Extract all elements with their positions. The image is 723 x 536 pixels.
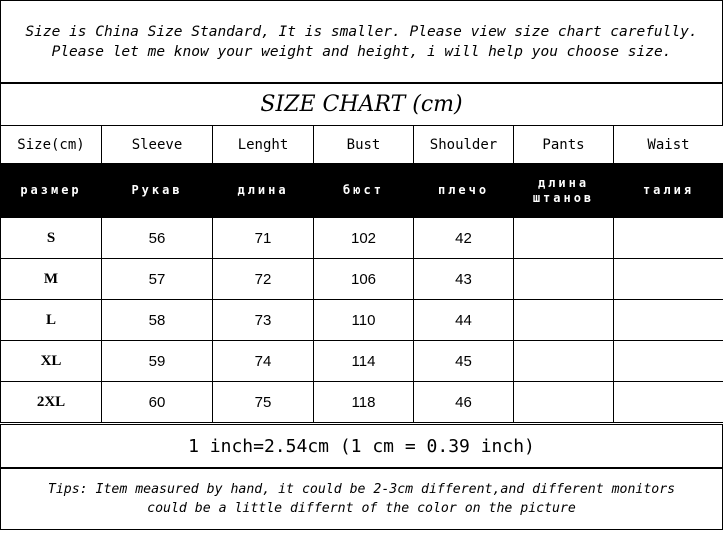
header-length: Lenght [213,126,314,164]
cell-pants [514,300,614,341]
table-row [1,382,723,423]
cell-pants [514,259,614,300]
cell-waist [614,259,723,300]
cell-shoulder: 44 [414,300,514,341]
unit-conversion: 1 inch=2.54cm (1 cm = 0.39 inch) [0,424,723,468]
table-row [1,218,723,259]
cell-bust: 118 [314,382,414,423]
cell-bust: 102 [314,218,414,259]
cell-size: L [1,300,102,341]
cell-sleeve: 57 [102,259,213,300]
header-row-english [1,126,723,164]
cell-length: 75 [213,382,314,423]
size-table [0,125,723,423]
cell-length: 71 [213,218,314,259]
cell-length: 72 [213,259,314,300]
header-shoulder: Shoulder [414,126,514,164]
cell-waist [614,341,723,382]
header-row-russian [1,164,723,218]
header-ru-pants: длина штанов [514,164,614,218]
tips-line-2: could be a little differnt of the color on the picture [147,501,576,516]
cell-length: 74 [213,341,314,382]
header-ru-shoulder: плечо [414,164,514,218]
cell-bust: 114 [314,341,414,382]
cell-shoulder: 42 [414,218,514,259]
table-row [1,300,723,341]
cell-shoulder: 45 [414,341,514,382]
header-pants: Pants [514,126,614,164]
header-size: Size(cm) [1,126,102,164]
measurement-tips [0,468,723,530]
header-ru-waist: талия [614,164,723,218]
tips-line-1: Tips: Item measured by hand, it could be 2-3cm different,and different monitors [47,482,676,497]
notice-line-1: Size is China Size Standard, It is smaller. Please view size chart carefully. [25,23,698,40]
cell-size: XL [1,341,102,382]
table-row [1,341,723,382]
chart-title: SIZE CHART (cm) [0,83,723,126]
cell-waist [614,218,723,259]
notice-line-2: Please let me know your weight and height, i will help you choose size. [51,43,672,60]
cell-waist [614,300,723,341]
cell-sleeve: 60 [102,382,213,423]
cell-pants [514,341,614,382]
cell-length: 73 [213,300,314,341]
cell-sleeve: 59 [102,341,213,382]
cell-waist [614,382,723,423]
header-ru-size: размер [1,164,102,218]
header-waist: Waist [614,126,723,164]
cell-bust: 106 [314,259,414,300]
size-notice [0,0,723,83]
cell-size: S [1,218,102,259]
cell-sleeve: 56 [102,218,213,259]
header-bust: Bust [314,126,414,164]
cell-shoulder: 46 [414,382,514,423]
cell-sleeve: 58 [102,300,213,341]
cell-pants [514,382,614,423]
header-ru-bust: бюст [314,164,414,218]
header-ru-length: длина [213,164,314,218]
table-row [1,259,723,300]
cell-bust: 110 [314,300,414,341]
cell-pants [514,218,614,259]
header-sleeve: Sleeve [102,126,213,164]
cell-size: 2XL [1,382,102,423]
cell-shoulder: 43 [414,259,514,300]
cell-size: M [1,259,102,300]
header-ru-sleeve: Рукав [102,164,213,218]
